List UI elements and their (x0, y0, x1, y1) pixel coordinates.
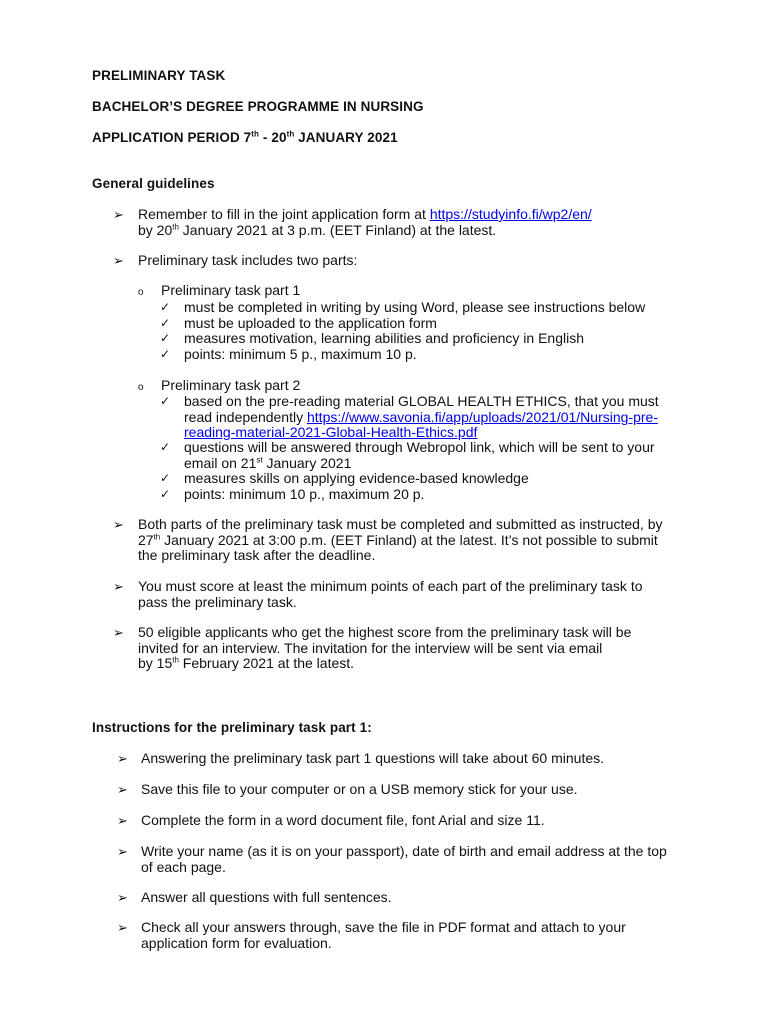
circle-bullet-icon: o (138, 382, 144, 393)
period-sup-1: th (251, 129, 260, 139)
check-icon: ✓ (160, 316, 171, 330)
check-icon: ✓ (160, 440, 171, 454)
guideline-4-line1: You must score at least the minimum points of each part of the preliminary task to (138, 578, 643, 594)
check-icon: ✓ (160, 394, 171, 408)
arrow-bullet-icon: ➢ (117, 782, 128, 797)
guideline-5-line1: 50 eligible applicants who get the highest score from the preliminary task will be (138, 624, 632, 640)
guideline-1-line2b: January 2021 at 3 p.m. (EET Finland) at the latest. (178, 221, 497, 238)
arrow-bullet-icon: ➢ (113, 207, 124, 222)
part1-item-text: must be completed in writing by using Word, please see instructions below (184, 299, 646, 315)
arrow-bullet-icon: ➢ (113, 625, 124, 640)
part2-item-2-sup: st (256, 454, 263, 464)
instruction-2-text: Save this file to your computer or on a USB memory stick for your use. (141, 781, 578, 797)
circle-bullet-icon: o (138, 287, 144, 298)
instruction-4-line1: Write your name (as it is on your passport), date of birth and email address at the top (141, 843, 667, 859)
programme-title: BACHELOR’S DEGREE PROGRAMME IN NURSING (92, 99, 424, 114)
guideline-5-line3b: February 2021 at the latest. (178, 655, 355, 671)
arrow-bullet-icon: ➢ (113, 517, 124, 532)
instruction-4-line2: of each page. (141, 858, 226, 875)
period-prefix: APPLICATION PERIOD 7 (92, 130, 252, 145)
arrow-bullet-icon: ➢ (117, 890, 128, 905)
part2-item-2-line1: questions will be answered through Webropol link, which will be sent to your (184, 439, 655, 455)
part2-item-3: measures skills on applying evidence-based knowledge (184, 470, 529, 486)
check-icon: ✓ (160, 347, 171, 361)
guideline-5-sup: th (172, 655, 179, 665)
instructions-heading: Instructions for the preliminary task part 1: (92, 720, 372, 735)
arrow-bullet-icon: ➢ (117, 920, 128, 935)
instruction-6-line1: Check all your answers through, save the file in PDF format and attach to your (141, 919, 626, 935)
arrow-bullet-icon: ➢ (117, 751, 128, 766)
guideline-3-line3: the preliminary task after the deadline. (138, 547, 376, 563)
application-period (92, 130, 398, 145)
check-icon: ✓ (160, 331, 171, 345)
instruction-1-text: Answering the preliminary task part 1 questions will take about 60 minutes. (141, 750, 605, 766)
instruction-3-text: Complete the form in a word document file, font Arial and size 11. (141, 812, 545, 828)
part1-label: Preliminary task part 1 (161, 282, 301, 298)
guideline-4-line2: pass the preliminary task. (138, 593, 297, 610)
part2-item-1-line2: read independently (184, 408, 307, 425)
period-mid: - 20 (259, 130, 287, 145)
part2-item-2-line2b: January 2021 (262, 454, 352, 471)
guideline-3-sup: th (153, 531, 161, 541)
part1-item-text: must be uploaded to the application form (184, 315, 437, 331)
arrow-bullet-icon: ➢ (117, 813, 128, 828)
instruction-5-text: Answer all questions with full sentences. (141, 889, 392, 905)
check-icon: ✓ (160, 487, 171, 501)
guideline-3-line1: Both parts of the preliminary task must be completed and submitted as instructed, by (138, 516, 663, 532)
guideline-1-text: Remember to fill in the joint application form at (138, 206, 430, 222)
guideline-2-text: Preliminary task includes two parts: (138, 252, 358, 268)
doc-title: PRELIMINARY TASK (92, 68, 226, 83)
guideline-3-line2b: January 2021 at 3:00 p.m. (EET Finland) at the latest. It’s not possible to submit (160, 531, 658, 548)
part2-item-2-line2a: email on 21 (184, 454, 257, 471)
guideline-1-sup: th (172, 221, 179, 231)
guideline-5-line2: invited for an interview. The invitation for the interview will be sent via email (138, 639, 603, 656)
period-sup-2: th (286, 129, 295, 139)
check-icon: ✓ (160, 300, 171, 314)
guideline-1-line2a: by 20 (138, 221, 173, 238)
part2-item-4: points: minimum 10 p., maximum 20 p. (184, 486, 425, 502)
check-icon: ✓ (160, 471, 171, 485)
instruction-6-line2: application form for evaluation. (141, 934, 332, 951)
part2-item-1-line1: based on the pre-reading material GLOBAL HEALTH ETHICS, that you must (184, 393, 659, 409)
part1-item-text: measures motivation, learning abilities and proficiency in English (184, 330, 584, 346)
period-suffix: JANUARY 2021 (294, 130, 398, 145)
arrow-bullet-icon: ➢ (113, 579, 124, 594)
arrow-bullet-icon: ➢ (113, 253, 124, 268)
arrow-bullet-icon: ➢ (117, 844, 128, 859)
guideline-3-line2a: 27 (138, 531, 154, 548)
guideline-5-line3a: by 15 (138, 655, 173, 671)
part2-label: Preliminary task part 2 (161, 377, 301, 393)
savonia-link-part2[interactable]: reading-material-2021-Global-Health-Ethics.pdf (184, 424, 478, 440)
studyinfo-link[interactable]: https://studyinfo.fi/wp2/en/ (429, 206, 592, 222)
savonia-link-part1[interactable]: https://www.savonia.fi/app/uploads/2021/01/Nursing-pre- (307, 408, 658, 425)
part1-item-text: points: minimum 5 p., maximum 10 p. (184, 346, 417, 362)
general-guidelines-heading: General guidelines (92, 176, 215, 191)
